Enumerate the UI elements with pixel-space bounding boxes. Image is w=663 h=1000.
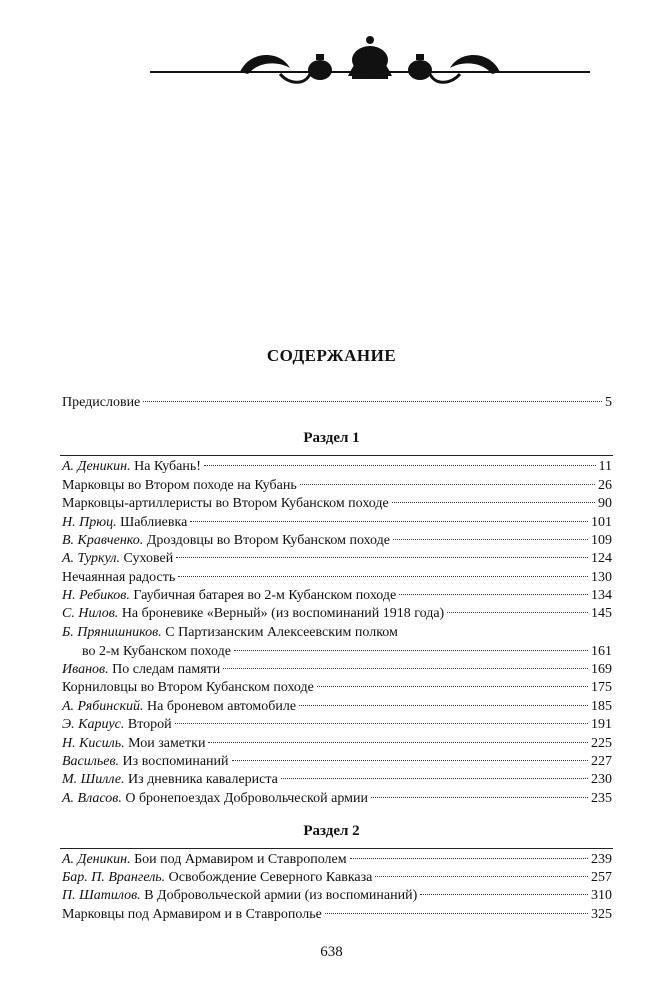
section-heading-2: Раздел 2: [303, 823, 360, 839]
entry-title: На броневом автомобиле: [147, 699, 297, 714]
entry-author: Э. Кариус.: [62, 717, 125, 732]
toc-entry[interactable]: [62, 513, 612, 532]
toc-entry[interactable]: [62, 715, 612, 734]
dot-leader: [143, 401, 602, 402]
crown-ornament-icon: [130, 30, 610, 90]
toc-entry[interactable]: [62, 549, 612, 568]
dot-leader: [281, 778, 588, 779]
entry-author: А. Туркул.: [62, 551, 121, 566]
dot-leader: [375, 876, 588, 877]
entry-page: 26: [598, 478, 612, 493]
divider: [60, 848, 613, 849]
entry-author: А. Деникин.: [62, 852, 131, 867]
entry-author: А. Рябинский.: [62, 699, 144, 714]
entry-page: 109: [591, 533, 612, 548]
dot-leader: [371, 797, 588, 798]
entry-author: Н. Кисиль.: [62, 736, 125, 751]
entry-page: 310: [591, 888, 612, 903]
entry-page: 325: [591, 907, 612, 922]
toc-entry[interactable]: [62, 850, 612, 869]
toc-entry[interactable]: [62, 623, 612, 661]
toc-entry[interactable]: [62, 770, 612, 789]
dot-leader: [204, 465, 596, 466]
entry-page: 191: [591, 717, 612, 732]
toc-entry[interactable]: [62, 789, 612, 808]
entry-author: Н. Прюц.: [62, 515, 117, 530]
entry-page: 124: [591, 551, 612, 566]
dot-leader: [399, 594, 588, 595]
entry-author: А. Деникин.: [62, 459, 131, 474]
divider: [60, 455, 613, 456]
entry-title: Из дневника кавалериста: [128, 772, 278, 787]
entry-author: М. Шилле.: [62, 772, 125, 787]
dot-leader: [208, 742, 588, 743]
entry-title: В Добровольческой армии (из воспоминаний): [144, 888, 418, 903]
dot-leader: [325, 913, 588, 914]
dot-leader: [317, 686, 588, 687]
dot-leader: [420, 894, 588, 895]
entry-author: Бар. П. Врангель.: [62, 870, 166, 885]
dot-leader: [234, 650, 588, 651]
toc-entry[interactable]: [62, 531, 612, 550]
entry-page: 175: [591, 680, 612, 695]
page-number: 638: [320, 944, 343, 960]
dot-leader: [176, 557, 588, 558]
entry-page: 230: [591, 772, 612, 787]
dot-leader: [175, 723, 588, 724]
entry-title: Бои под Армавиром и Ставрополем: [134, 852, 347, 867]
entry-title: Марковцы под Армавиром и в Ставрополье: [62, 907, 322, 922]
entry-title-cont: во 2-м Кубанском походе: [82, 644, 231, 659]
entry-author: П. Шатилов.: [62, 888, 141, 903]
entry-page: 134: [591, 588, 612, 603]
dot-leader: [190, 521, 588, 522]
entry-page: 185: [591, 699, 612, 714]
entry-title: Нечаянная радость: [62, 570, 176, 585]
toc-entry[interactable]: [62, 734, 612, 753]
entry-title: Гаубичная батарея во 2-м Кубанском походе: [133, 588, 397, 603]
toc-entry[interactable]: [62, 568, 612, 587]
entry-author: Васильев.: [62, 754, 120, 769]
toc-entry[interactable]: [62, 697, 612, 716]
entry-title: Мои заметки: [128, 736, 206, 751]
entry-page: 101: [591, 515, 612, 530]
entry-title: Из воспоминаний: [122, 754, 229, 769]
section-heading-1: Раздел 1: [303, 430, 360, 446]
entry-author: Н. Ребиков.: [62, 588, 130, 603]
toc-entry[interactable]: [62, 868, 612, 887]
entry-title: Суховей: [123, 551, 174, 566]
entry-title: С Партизанским Алексеевским полком: [165, 625, 398, 640]
dot-leader: [232, 760, 588, 761]
toc-entry-preface[interactable]: [62, 393, 612, 412]
toc-entry[interactable]: [62, 752, 612, 771]
toc-entry[interactable]: [62, 678, 612, 697]
entry-title: Марковцы во Втором походе на Кубань: [62, 478, 297, 493]
entry-page: 225: [591, 736, 612, 751]
toc-entry[interactable]: [62, 457, 612, 476]
entry-page: 90: [598, 496, 612, 511]
entry-page: 130: [591, 570, 612, 585]
entry-title: Шаблиевка: [120, 515, 188, 530]
dot-leader: [350, 858, 588, 859]
entry-page: 239: [591, 852, 612, 867]
dot-leader: [178, 576, 588, 577]
entry-page: 145: [591, 606, 612, 621]
toc-entry[interactable]: [62, 660, 612, 679]
entry-author: А. Власов.: [62, 791, 122, 806]
dot-leader: [299, 705, 588, 706]
toc-entry[interactable]: [62, 604, 612, 623]
toc-entry[interactable]: [62, 586, 612, 605]
entry-author: Б. Прянишников.: [62, 625, 162, 640]
entry-title: Корниловцы во Втором Кубанском походе: [62, 680, 314, 695]
entry-page: 235: [591, 791, 612, 806]
entry-title: На Кубань!: [134, 459, 201, 474]
page-title: СОДЕРЖАНИЕ: [266, 346, 397, 365]
entry-title: Освобождение Северного Кавказа: [168, 870, 373, 885]
toc-entry[interactable]: [62, 494, 612, 513]
toc-entry[interactable]: [62, 886, 612, 905]
dot-leader: [393, 539, 588, 540]
entry-title: Второй: [127, 717, 172, 732]
entry-title: О бронепоездах Добровольческой армии: [125, 791, 368, 806]
entry-page: 169: [591, 662, 612, 677]
entry-title: Марковцы-артиллеристы во Втором Кубанском походе: [62, 496, 389, 511]
entry-title: Предисловие: [62, 395, 141, 410]
entry-page: 227: [591, 754, 612, 769]
entry-title: По следам памяти: [112, 662, 221, 677]
dot-leader: [223, 668, 588, 669]
entry-page: 5: [605, 395, 612, 410]
entry-author: Иванов.: [62, 662, 109, 677]
entry-author: С. Нилов.: [62, 606, 119, 621]
dot-leader: [447, 612, 588, 613]
entry-page: 161: [591, 644, 612, 659]
entry-author: В. Кравченко.: [62, 533, 144, 548]
dot-leader: [392, 502, 595, 503]
dot-leader: [300, 484, 595, 485]
entry-page: 257: [591, 870, 612, 885]
entry-title: Дроздовцы во Втором Кубанском походе: [146, 533, 390, 548]
toc-entry[interactable]: [62, 476, 612, 495]
entry-title: На броневике «Верный» (из воспоминаний 1918 года): [121, 606, 445, 621]
toc-entry[interactable]: [62, 905, 612, 924]
entry-page: 11: [598, 459, 612, 474]
